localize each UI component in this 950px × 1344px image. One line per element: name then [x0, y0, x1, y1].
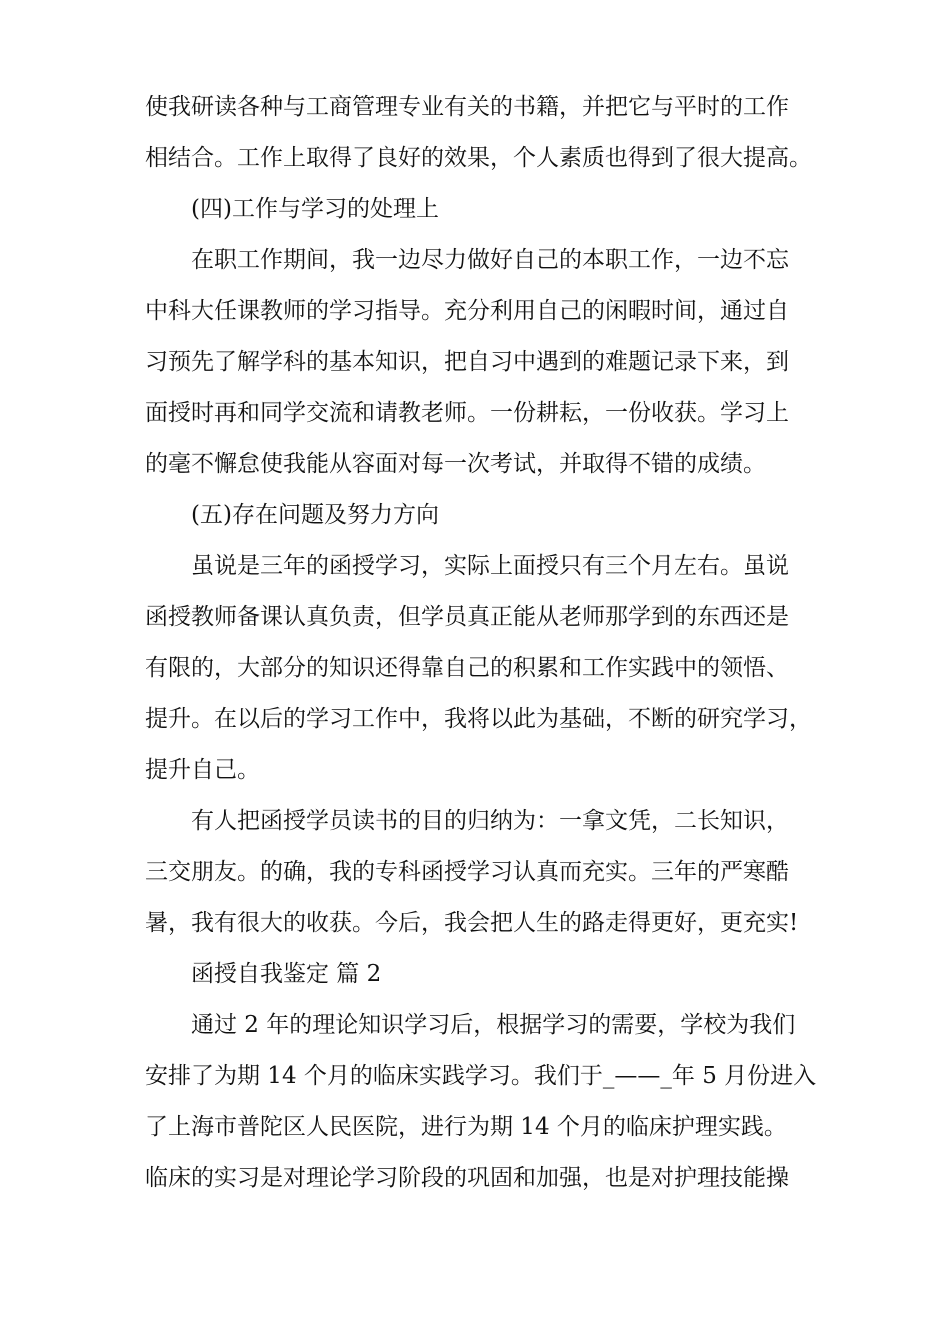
- document-body: [145, 82, 817, 1204]
- text-line: 三交朋友。的确，我的专科函授学习认真而充实。三年的严寒酷: [145, 859, 789, 885]
- text-line: 函授教师备课认真负责，但学员真正能从老师那学到的东西还是: [145, 604, 789, 630]
- text-line: 提升。在以后的学习工作中，我将以此为基础，不断的研究学习，: [145, 706, 812, 732]
- text-line: 的毫不懈怠使我能从容面对每一次考试，并取得不错的成绩。: [145, 451, 766, 477]
- text-line: 有限的，大部分的知识还得靠自己的积累和工作实践中的领悟、: [145, 655, 789, 681]
- text-line: 临床的实习是对理论学习阶段的巩固和加强，也是对护理技能操: [145, 1165, 789, 1191]
- text-line: 中科大任课教师的学习指导。充分利用自己的闲暇时间，通过自: [145, 298, 789, 324]
- section-heading: (四)工作与学习的处理上: [191, 196, 439, 222]
- text-line: 暑，我有很大的收获。今后，我会把人生的路走得更好，更充实!: [145, 910, 799, 936]
- text-line: 通过 2 年的理论知识学习后，根据学习的需要，学校为我们: [191, 1012, 796, 1038]
- section-heading: (五)存在问题及努力方向: [191, 502, 439, 528]
- text-line: 提升自己。: [145, 757, 260, 783]
- text-line: 虽说是三年的函授学习，实际上面授只有三个月左右。虽说: [191, 553, 789, 579]
- section-heading: 函授自我鉴定 篇 2: [191, 961, 382, 987]
- text-line: 了上海市普陀区人民医院，进行为期 14 个月的临床护理实践。: [145, 1114, 787, 1140]
- text-line: 相结合。工作上取得了良好的效果，个人素质也得到了很大提高。: [145, 145, 812, 171]
- text-line: 习预先了解学科的基本知识，把自习中遇到的难题记录下来，到: [145, 349, 789, 375]
- text-line: 在职工作期间，我一边尽力做好自己的本职工作，一边不忘: [191, 247, 789, 273]
- text-line: 有人把函授学员读书的目的归纳为：一拿文凭，二长知识，: [191, 808, 789, 834]
- text-line: 使我研读各种与工商管理专业有关的书籍，并把它与平时的工作: [145, 94, 789, 120]
- text-line: 安排了为期 14 个月的临床实践学习。我们于_——_年 5 月份进入: [145, 1063, 817, 1089]
- text-line: 面授时再和同学交流和请教老师。一份耕耘，一份收获。学习上: [145, 400, 789, 426]
